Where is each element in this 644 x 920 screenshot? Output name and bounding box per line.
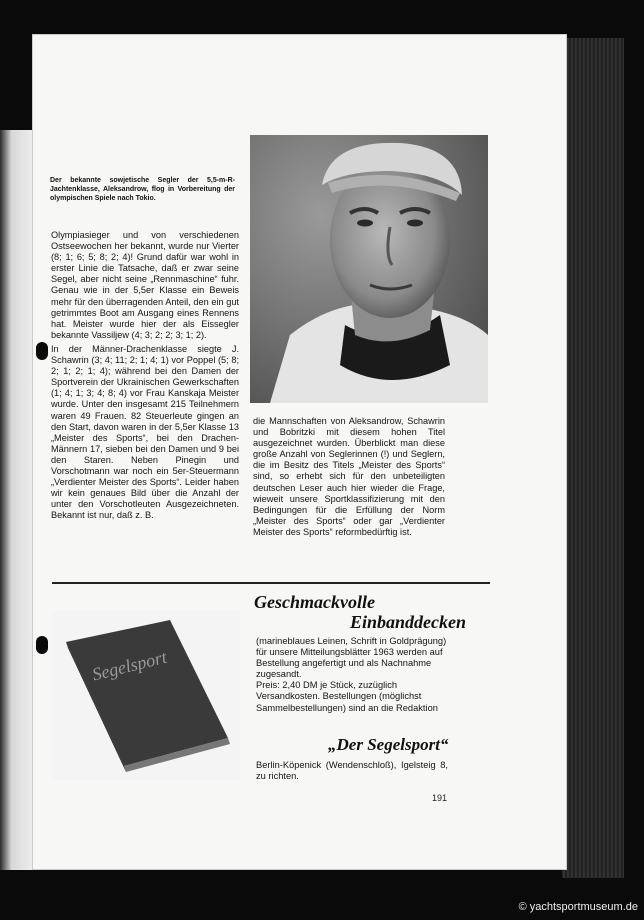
article-column-left bbox=[51, 230, 239, 524]
article-paragraph: Olympiasieger und von verschiedenen Ostseewochen her bekannt, wurde nur Vierter (8; 1; 6; 5; 8; 2; 4)! Grund dafür war wohl in erster Linie die Tatsache, daß er zwar seine Segel, aber nicht seine „Rennmaschine“ fuhr. Genau wie in der 5,5er Klasse ein Beweis mehr für den überragenden Anteil, den ein gut getrimmtes Boot am Ausgang eines Rennens hat. Meister wurde hier der als Eissegler bekannte Vassiljew (4; 3; 2; 2; 3; 1; 2). bbox=[51, 230, 239, 340]
watermark: © yachtsportmuseum.de bbox=[518, 901, 638, 913]
page-number: 191 bbox=[432, 793, 448, 803]
ad-body: (marineblaues Leinen, Schrift in Goldprägung) für unsere Mitteilungsblätter 1963 werden auf Bestellung angefertigt und als Nachnahme zugesandt. bbox=[256, 636, 447, 680]
photo-caption: Der bekannte sowjetische Segler der 5,5-m-R-Jachtenklasse, Aleksandrow, flog in Vorbereitung der olympischen Spiele nach Tokio. bbox=[50, 177, 235, 202]
punch-hole bbox=[36, 636, 48, 654]
ad-price: Preis: 2,40 DM je Stück, zuzüglich Versandkosten. Bestellungen (möglichst Sammelbestellungen) sind an die Redaktion bbox=[256, 680, 438, 713]
article-paragraph: die Mannschaften von Aleksandrow, Schawrin und Bobritzki mit diesem hohen Titel ausgezeichnet wurden. Überblickt man diese große Anzahl von Seglerinnen (!) und Seglern, die im Besitz des Titels „Meister des Sports“ sind, so erhebt sich für den unbeteiligten deutschen Leser auch hier wieder die Frage, wieweit unsere Sportklassifizierung mit den Bedingungen für die Erfüllung der Norm „Meister des Sports“ oder gar „Verdienter Meister des Sports“ reformbedürftig ist. bbox=[253, 416, 445, 537]
book-image bbox=[52, 610, 240, 780]
punch-hole bbox=[36, 342, 48, 360]
ad-publication-name: „Der Segelsport“ bbox=[328, 735, 449, 754]
ad-address: Berlin-Köpenick (Wendenschloß), Igelsteig 8, zu richten. bbox=[256, 760, 448, 782]
ad-title-line2: Einbanddecken bbox=[350, 612, 467, 632]
book-cover-text: Segelsport bbox=[90, 646, 169, 685]
book-cover-photo bbox=[52, 610, 240, 780]
section-divider bbox=[52, 582, 490, 584]
portrait-image bbox=[250, 135, 488, 403]
ad-text bbox=[256, 636, 448, 714]
portrait-photo bbox=[250, 135, 488, 403]
ad-title-line1: Geschmackvolle bbox=[254, 592, 375, 612]
book-edge-right bbox=[562, 38, 624, 878]
article-paragraph: In der Männer-Drachenklasse siegte J. Schawrin (3; 4; 11; 2; 1; 4; 1) vor Poppel (5; 8; 2; 1; 2; 1; 4); während bei den Damen der Sportverein der Ukrainischen Gewerkschaften (1; 4; 1; 3; 4; 8; 4) vor Frau Kanskaja Meister wurde. Unter den insgesamt 215 Teilnehmern waren 49 Frauen. 82 Steuerleute gingen an den Start, davon waren in der 5,5er Klasse 13 „Meister des Sports“, bei den Drachen-Männern 17, sieben bei den Damen und 9 bei den Staren. Neben Pinegin und Vorschotmann war noch ein 5er-Steuermann „Verdienter Meister des Sports“. Leider haben wir kein genaues Bild über die Anzahl der unter den Vorschotleuten Ausgezeichneten. Bekannt ist nur, daß z. B. bbox=[51, 343, 239, 521]
article-column-right bbox=[253, 416, 445, 541]
